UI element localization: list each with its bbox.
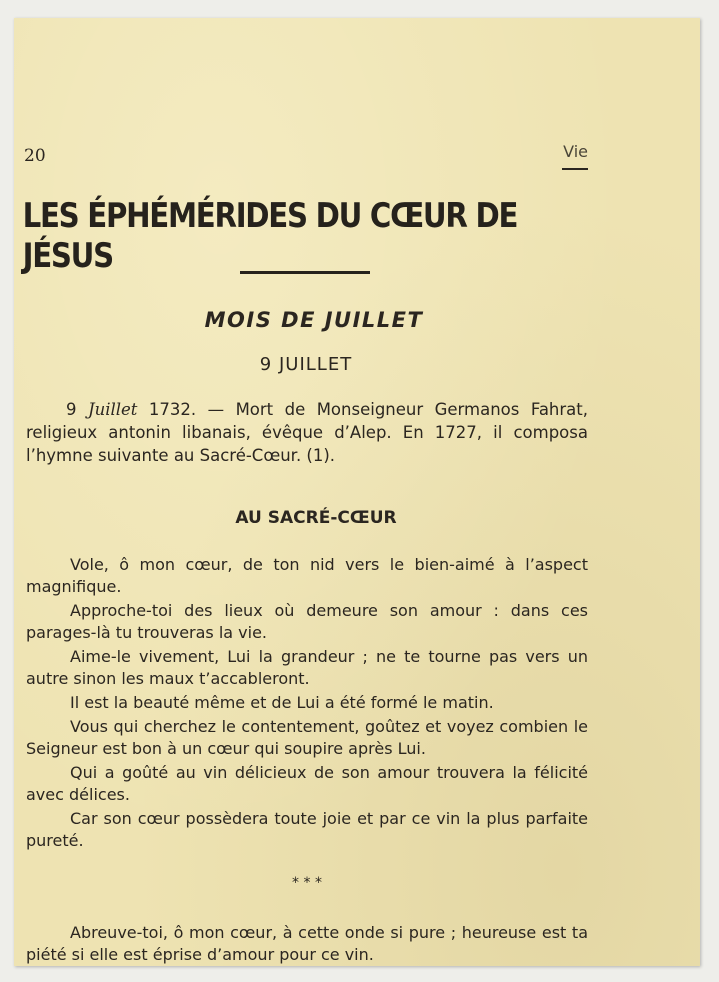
hymn-verses-continued xyxy=(26,922,588,966)
verse: Car son cœur possèdera toute joie et par ce vin la plus parfaite pureté. xyxy=(26,809,588,850)
running-head: Vie xyxy=(563,142,588,161)
month-heading: MOIS DE JUILLET xyxy=(204,308,424,332)
verse: Aime-le vivement, Lui la grandeur ; ne te tourne pas vers un autre sinon les maux t’accableront. xyxy=(26,647,588,688)
intro-date-month: Juillet xyxy=(87,400,138,419)
verse: Il est la beauté même et de Lui a été formé le matin. xyxy=(70,693,494,712)
day-heading: 9 JUILLET xyxy=(259,354,353,375)
page xyxy=(14,18,700,966)
verse: Approche-toi des lieux où demeure son amour : dans ces parages-là tu trouveras la vie. xyxy=(26,601,588,642)
page-title: LES ÉPHÉMÉRIDES DU CŒUR DE JÉSUS xyxy=(22,196,518,276)
page-number: 20 xyxy=(24,146,46,166)
intro-text: 1732. — Mort de Monseigneur Germanos Fahrat, religieux antonin libanais, évêque d’Alep. En 1727, il composa l’hymne suivante au Sacré-Cœur. (1). xyxy=(26,400,588,465)
hymn-title: AU SACRÉ-CŒUR xyxy=(235,508,397,528)
asterism-divider: * * * xyxy=(292,875,322,891)
running-head-rule xyxy=(562,168,588,170)
intro-paragraph xyxy=(26,398,588,467)
verse: Vole, ô mon cœur, de ton nid vers le bien-aimé à l’aspect magnifique. xyxy=(26,555,588,596)
intro-date-day: 9 xyxy=(66,400,88,419)
verse: Vous qui cherchez le contentement, goûtez et voyez combien le Seigneur est bon à un cœur qui soupire après Lui. xyxy=(26,717,588,758)
title-divider xyxy=(240,271,370,274)
hymn-verses xyxy=(26,554,588,854)
verse: Qui a goûté au vin délicieux de son amour trouvera la félicité avec délices. xyxy=(26,763,588,804)
verse: Abreuve-toi, ô mon cœur, à cette onde si pure ; heureuse est ta piété si elle est éprise d’amour pour ce vin. xyxy=(26,923,588,964)
